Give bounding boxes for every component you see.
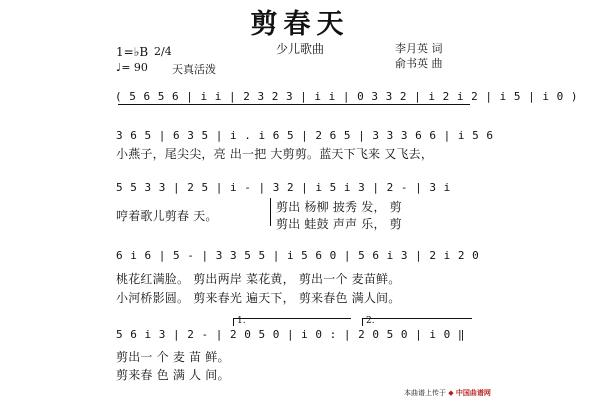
volta-2-bracket: [362, 318, 363, 326]
volta-2-label: 2.: [366, 316, 375, 326]
volta-2-line: [362, 318, 472, 319]
score-line-1: 3 6 5 | 6 3 5 | i . i 6 5 | 2 6 5 | 3 3 3 6 6 | i 5 6: [116, 129, 494, 142]
composer-credit: 俞书英 曲: [395, 57, 443, 70]
song-title: 剪春天: [250, 9, 350, 40]
time-signature: 2/4: [154, 45, 172, 58]
volta-1-label: 1.: [237, 316, 246, 326]
lyricist-credit: 李月英 词: [395, 42, 443, 55]
site-logo: ◆: [448, 389, 454, 397]
intro-underline: [118, 104, 470, 105]
score-line-4: 5 6 i 3 | 2 - | 2 0 5 0 | i 0 : | 2 0 5 0 | i 0 ‖: [116, 328, 466, 341]
lyric-line-1: 小燕子，尾尖尖，亮 出一把 大剪剪。蓝天下飞来 又飞去，: [116, 147, 434, 161]
score-line-2: 5 5 3 3 | 2 5 | i - | 3 2 | i 5 i 3 | 2 - | 3 i: [116, 181, 451, 194]
site-name: 中国曲谱网: [455, 389, 491, 397]
lyric-line-3a: 桃花红满脸。 剪出两岸 菜花黄， 剪出一个 麦苗鲜。: [116, 272, 401, 286]
volta-1-line: [233, 318, 351, 319]
repeat-bracket: [270, 198, 271, 226]
key-signature: 1=♭B: [116, 45, 149, 59]
lyric-line-2b: 剪出 杨柳 披秀 发， 剪: [276, 200, 402, 214]
lyric-line-4a: 剪出一 个 麦 苗 鲜。: [116, 350, 230, 364]
footer-note-text: 本曲谱上传于: [404, 389, 446, 397]
tempo-mark: ♩= 90: [116, 61, 148, 74]
intro-line: ( 5 6 5 6 | i i | 2 3 2 3 | i i | 0 3 3 2 | i 2 i 2 | i 5 | i 0 ): [115, 90, 578, 103]
song-subtitle: 少儿歌曲: [275, 42, 324, 56]
score-line-3: 6 i 6 | 5 - | 3 3 5 5 | i 5 6 0 | 5 6 i 3 | 2 i 2 0: [116, 249, 480, 262]
lyric-line-3b: 小河桥影圆。 剪来春光 遍天下， 剪来春色 满人间。: [116, 291, 401, 305]
volta-1-bracket: [233, 318, 234, 326]
lyric-line-4b: 剪来春 色 满 人 间。: [116, 368, 230, 382]
expression-mark: 天真活泼: [172, 63, 216, 76]
lyric-line-2a: 哼着歌儿剪春 天。: [116, 209, 218, 223]
footer-note: [404, 388, 491, 398]
lyric-line-2c: 剪出 蛙鼓 声声 乐， 剪: [276, 217, 402, 231]
